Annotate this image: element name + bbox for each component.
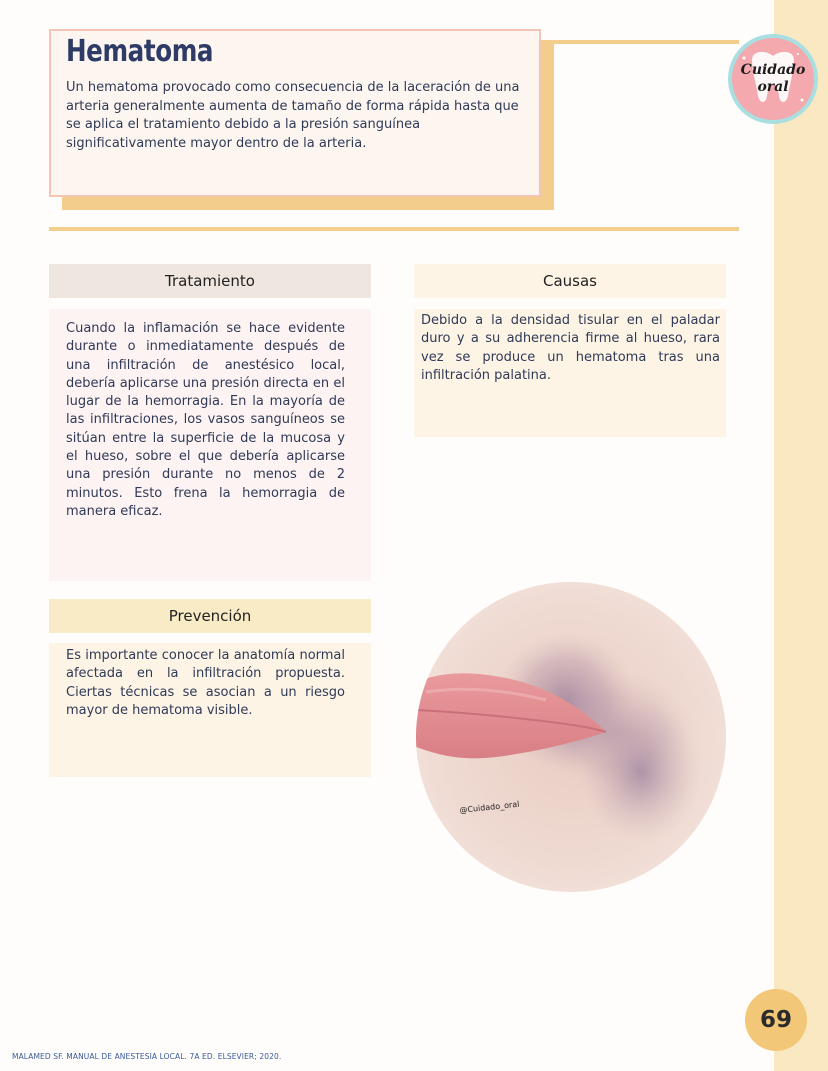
section-divider [49,227,739,231]
prevencion-heading: Prevención [49,599,371,633]
intro-paragraph: Un hematoma provocado como consecuencia de la laceración de una arteria generalmente aumenta de tamaño de forma rápida hasta que se aplica el tratamiento debido a la presión sanguínea significativamente mayor dentro de la arteria. [66,80,520,151]
title-accent-line [541,40,739,44]
page-number: 69 [745,989,807,1051]
causas-heading: Causas [414,264,726,298]
logo-line-1: Cuidado [740,62,806,78]
illustration-credit: @Cuidado_oral [459,799,520,815]
prevencion-body: Es importante conocer la anatomía normal afectada en la infiltración propuesta. Ciertas técnicas se asocian a un riesgo mayor de hematoma visible. [49,643,371,777]
logo-line-2: oral [757,79,789,95]
tratamiento-heading: Tratamiento [49,264,371,298]
side-strip [774,0,828,1071]
footer-citation: MALAMED SF. MANUAL DE ANESTESIA LOCAL. 7A ED. ELSEVIER; 2020. [12,1052,282,1061]
causas-body: Debido a la densidad tisular en el paladar duro y a su adherencia firme al hueso, rara vez se produce un hematoma tras una infiltración palatina. [414,309,726,437]
cuidado-oral-logo [728,34,818,124]
hematoma-illustration [416,582,726,892]
tratamiento-body: Cuando la inflamación se hace evidente durante o inmediatamente después de una infiltración de anestésico local, debería aplicarse una presión directa en el lugar de la hemorragia. En la mayoría de las infiltraciones, los vasos sanguíneos se sitúan entre la superficie de la mucosa y el hueso, sobre el que debería aplicarse una presión durante no menos de 2 minutos. Esto frena la hemorragia de manera eficaz. [49,309,371,581]
logo-text [732,62,814,96]
page-title: Hematoma [66,34,214,69]
